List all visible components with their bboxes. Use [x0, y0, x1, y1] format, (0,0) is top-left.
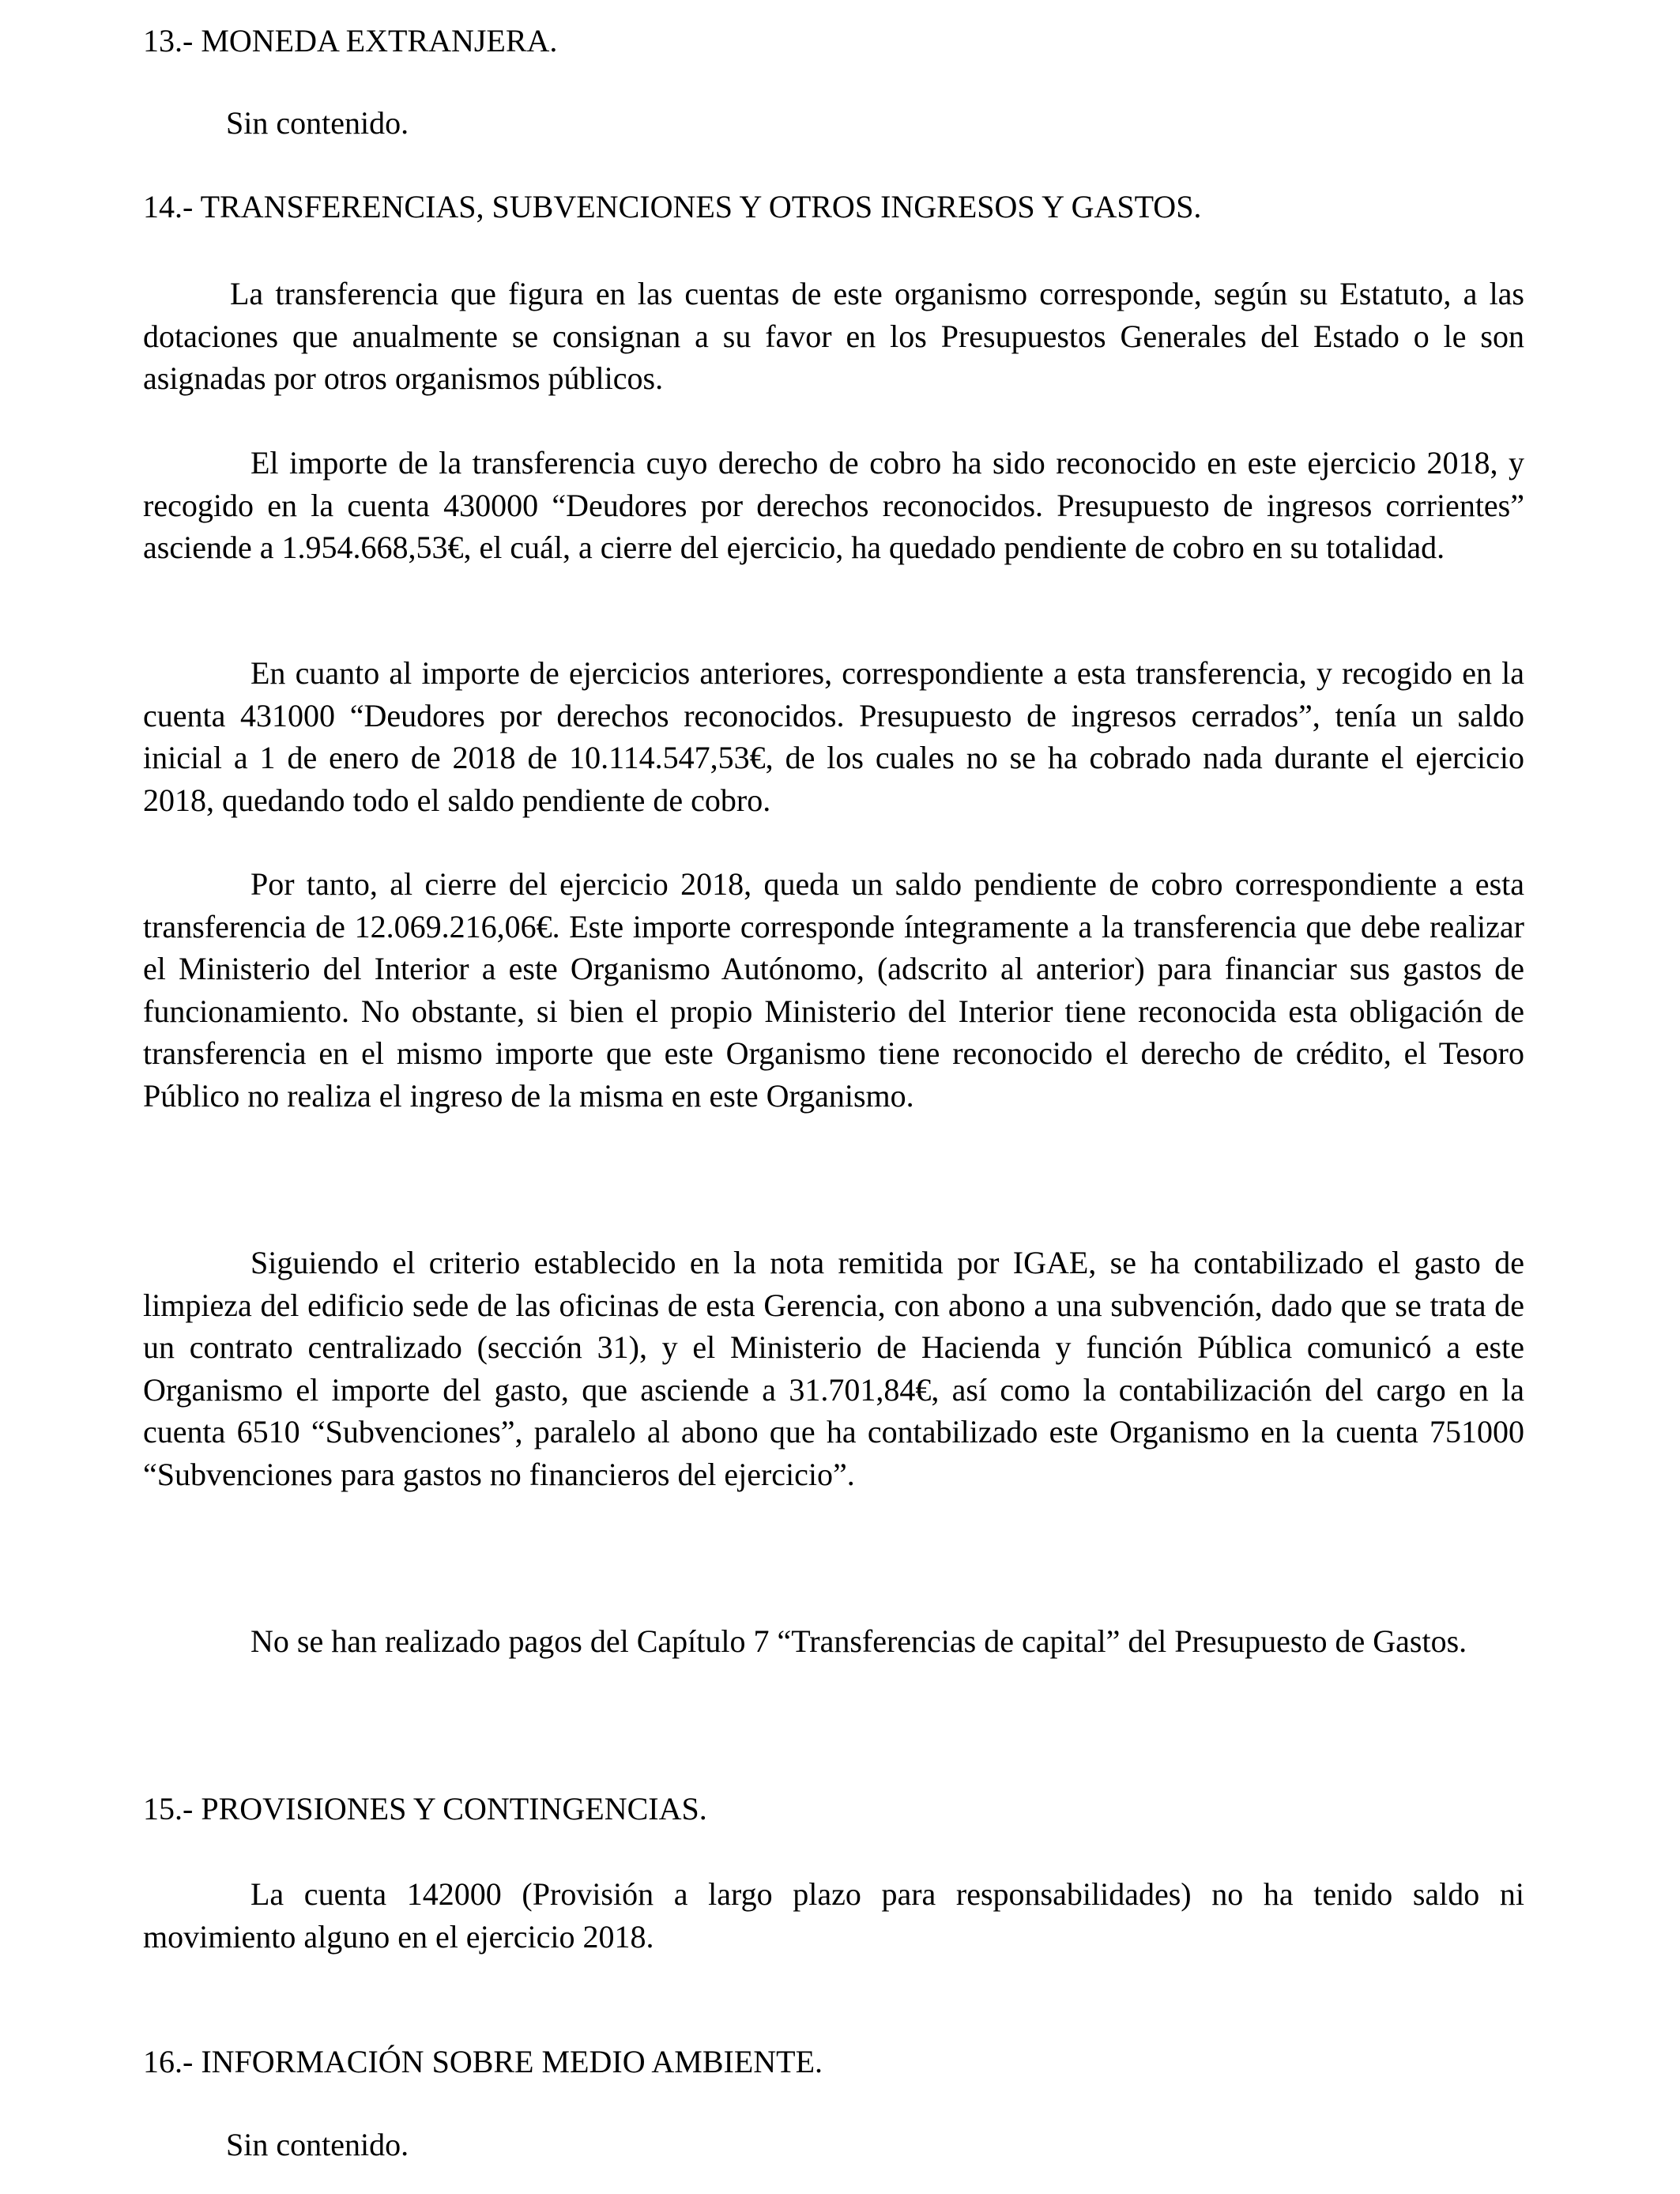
- section-14-paragraph-1: La transferencia que figura en las cuentas de este organismo corresponde, según su Estatuto, a las dotaciones que anualmente se consignan a su favor en los Presupuestos Generales del Estado o le son asignadas por otros organismos públicos.: [143, 276, 1524, 396]
- section-13-title: 13.- MONEDA EXTRANJERA.: [143, 23, 558, 58]
- section-16-title: 16.- INFORMACIÓN SOBRE MEDIO AMBIENTE.: [143, 2044, 823, 2079]
- section-14-paragraph-2: El importe de la transferencia cuyo derecho de cobro ha sido reconocido en este ejercicio 2018, y recogido en la cuenta 430000 “Deudores por derechos reconocidos. Presupuesto de ingresos corrientes” asciende a 1.954.668,53€, el cuál, a cierre del ejercicio, ha quedado pendiente de cobro en su totalidad.: [143, 445, 1524, 565]
- section-16-body: Sin contenido.: [226, 2127, 409, 2162]
- section-14-paragraph-3: En cuanto al importe de ejercicios anteriores, correspondiente a esta transferencia, y recogido en la cuenta 431000 “Deudores por derechos reconocidos. Presupuesto de ingresos cerrados”, tenía un saldo inicial a 1 de enero de 2018 de 10.114.547,53€, de los cuales no se ha cobrado nada durante el ejercicio 2018, quedando todo el saldo pendiente de cobro.: [143, 655, 1524, 818]
- section-14-paragraph-5: Siguiendo el criterio establecido en la nota remitida por IGAE, se ha contabilizado el gasto de limpieza del edificio sede de las oficinas de esta Gerencia, con abono a una subvención, dado que se trata de un contrato centralizado (sección 31), y el Ministerio de Hacienda y función Pública comunicó a este Organismo el importe del gasto, que asciende a 31.701,84€, así como la contabilización del cargo en la cuenta 6510 “Subvenciones”, paralelo al abono que ha contabilizado este Organismo en la cuenta 751000 “Subvenciones para gastos no financieros del ejercicio”.: [143, 1245, 1524, 1492]
- section-14-paragraph-4: Por tanto, al cierre del ejercicio 2018, queda un saldo pendiente de cobro correspondiente a esta transferencia de 12.069.216,06€. Este importe corresponde íntegramente a la transferencia que debe realizar el Ministerio del Interior a este Organismo Autónomo, (adscrito al anterior) para financiar sus gastos de funcionamiento. No obstante, si bien el propio Ministerio del Interior tiene reconocida esta obligación de transferencia en el mismo importe que este Organismo tiene reconocido el derecho de crédito, el Tesoro Público no realiza el ingreso de la misma en este Organismo.: [143, 866, 1524, 1114]
- section-13-body: Sin contenido.: [226, 105, 409, 141]
- section-14-paragraph-6: No se han realizado pagos del Capítulo 7 “Transferencias de capital” del Presupuesto de Gastos.: [250, 1623, 1467, 1659]
- section-14-title: 14.- TRANSFERENCIAS, SUBVENCIONES Y OTROS INGRESOS Y GASTOS.: [143, 189, 1202, 224]
- section-15-paragraph-1: La cuenta 142000 (Provisión a largo plazo para responsabilidades) no ha tenido saldo ni movimiento alguno en el ejercicio 2018.: [143, 1876, 1524, 1955]
- section-15-title: 15.- PROVISIONES Y CONTINGENCIAS.: [143, 1791, 707, 1826]
